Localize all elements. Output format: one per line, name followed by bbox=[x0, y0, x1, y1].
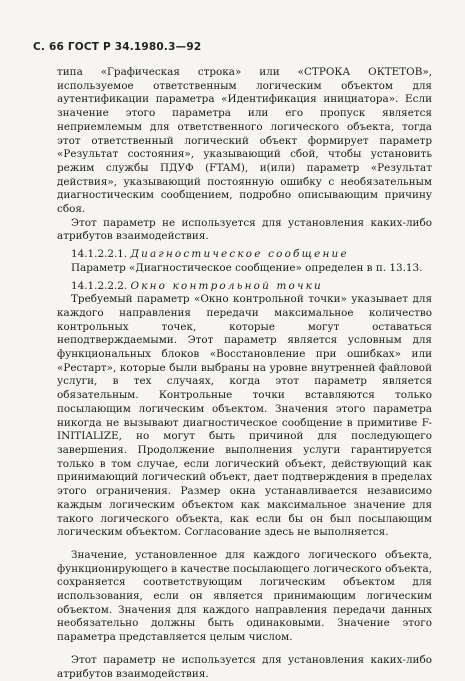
page-header: С. 66 ГОСТ Р 34.1980.3—92 bbox=[33, 41, 202, 53]
paragraph-5: Значение, установленное для каждого логического объекта, функционирующего в качестве посылающего логического объекта, сохраняется соответствующим логическим объектом для использования, если он является принимающим логическим объектом. Значения для каждого направления передачи данных необязательно должны быть одинаковыми. Значение этого параметра представляется целым числом. bbox=[57, 548, 432, 644]
paragraph-4: Требуемый параметр «Окно контрольной точки» указывает для каждого направления передачи максимальное количество контрольных точек, которые могут оставаться неподтверждаемыми. Этот параметр является условным для функциональных блоков «Восстановление при ошибках» или «Рестарт», которые были выбраны на уровне внутренней файловой услуги, в тех случаях, когда этот параметр является обязательным. Контрольные точки вставляются только посылающим логическим объектом. Значения этого параметра никогда не вызывают диагностическое сообщение в примитиве F-INITIALIZE, но могут быть причиной для последующего завершения. Продолжение выполнения услуги гарантируется только в том случае, если логический объект, действующий как принимающий логический объект, дает подтверждения в пределах этого ограничения. Размер окна устанавливается независимо каждым логическим объектом как максимальное значение для такого логического объекта, как если бы он был посылающим логическим объектом. Согласование здесь не выполняется. bbox=[57, 293, 432, 539]
document-body bbox=[57, 66, 432, 681]
section-heading-2 bbox=[57, 280, 432, 294]
paragraph-1: типа «Графическая строка» или «СТРОКА ОКТЕТОВ», используемое ответственным логическим объектом для аутентификации параметра «Идентификация инициатора». Если значение этого параметра или его пропуск является неприемлемым для ответственного логического объекта, тогда этот ответственный логический объект формирует параметр «Результат состояния», указывающий сбой, чтобы установить режим службы ПДУФ (FTAM), и(или) параметр «Результат действия», указывающий постоянную ошибку с необязательным диагностическим сообщением, подробно описывающим причину сбоя. bbox=[57, 66, 432, 216]
section-title-1: Диагностическое сообщение bbox=[130, 248, 349, 261]
paragraph-2: Этот параметр не используется для установления каких-либо атрибутов взаимодействия. bbox=[57, 216, 432, 243]
paragraph-6: Этот параметр не используется для установления каких-либо атрибутов взаимодействия. bbox=[57, 653, 432, 680]
paragraph-3: Параметр «Диагностическое сообщение» определен в п. 13.13. bbox=[71, 261, 423, 274]
section-number-2: 14.1.2.2.2. bbox=[71, 279, 128, 292]
section-number-1: 14.1.2.2.1. bbox=[71, 248, 128, 261]
section-heading-1 bbox=[57, 248, 432, 262]
section-title-2: Окно контрольной точки bbox=[130, 279, 323, 292]
